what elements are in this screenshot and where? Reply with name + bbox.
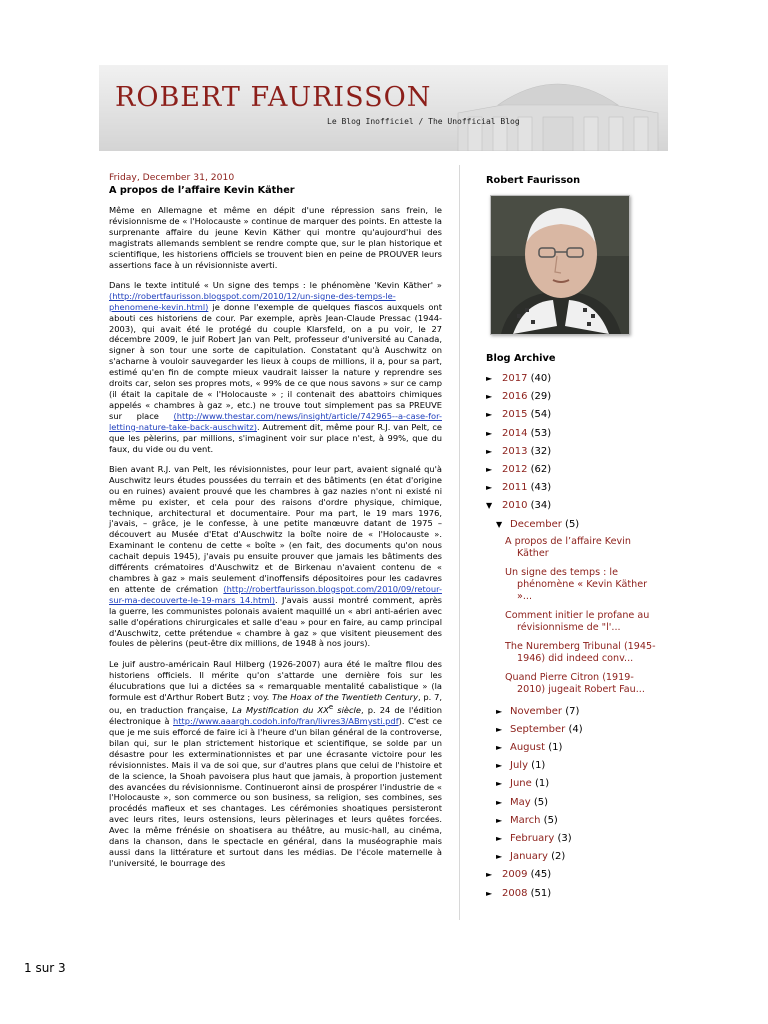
toggle-arrow-icon[interactable]: ► — [486, 464, 493, 474]
archive-year — [486, 461, 656, 479]
post-paragraph — [109, 280, 442, 455]
archive-month — [486, 516, 656, 534]
archive-month — [486, 721, 656, 739]
archive-post-link[interactable]: A propos de l’affaire Kevin Käther — [505, 535, 631, 559]
post-count: (32) — [530, 445, 552, 457]
archive-month — [486, 830, 656, 848]
post-body — [109, 205, 442, 869]
archive-heading: Blog Archive — [486, 353, 556, 364]
archive-link[interactable]: 2009 — [502, 869, 528, 881]
toggle-arrow-icon[interactable]: ▼ — [496, 519, 503, 529]
paragraph-text: , p. 7, ou, en traduction française, — [109, 691, 442, 716]
post-count: (5) — [543, 814, 558, 826]
post-count: (4) — [568, 723, 583, 735]
book-title: The Hoax of the Twentieth Century — [272, 691, 418, 702]
archive-year — [486, 885, 656, 903]
profile-photo[interactable] — [490, 195, 630, 335]
paragraph-text: . J'avais aussi montré comment, après la guerre, les communistes polonais avaient maquillé un « abri anti-aérien avec salle d'opérations chirurgicales et salle d'eau » pour en faire, au camp principal d'Auschwitz, cette prétendue « chambre à gaz » que visitent pieusement des foules de pèlerins (peut-être dix millions, de 1948 à nos jours). — [109, 594, 442, 649]
post-date: Friday, December 31, 2010 — [109, 172, 235, 183]
archive-link[interactable]: May — [510, 796, 531, 808]
post-column — [109, 172, 442, 878]
toggle-arrow-icon[interactable]: ► — [496, 852, 503, 862]
superscript: e — [328, 703, 334, 712]
toggle-arrow-icon[interactable]: ► — [496, 743, 503, 753]
post-count: (1) — [534, 778, 550, 790]
blog-title[interactable]: ROBERT FAURISSON — [115, 82, 432, 113]
post-count: (3) — [557, 833, 572, 844]
archive-month — [486, 703, 656, 721]
profile-heading: Robert Faurisson — [486, 175, 581, 186]
toggle-arrow-icon[interactable]: ► — [486, 410, 493, 420]
post-count: (45) — [530, 869, 552, 881]
paragraph-text: , p. 24 de l'édition électronique à — [109, 705, 442, 727]
archive-link[interactable]: 2012 — [502, 463, 528, 475]
archive-link[interactable]: June — [510, 778, 532, 790]
paragraph-text: . Autrement dit, même pour R.J. van Pelt, ce que les pèlerins, par millions, s'imaginent voir sur place n'est, à 99%, que du faux, du vide ou du vent. — [109, 421, 442, 454]
archive-link[interactable]: 2014 — [502, 427, 528, 439]
archive-list — [486, 370, 656, 903]
page-counter: 1 sur 3 — [24, 961, 66, 975]
archive-posts — [486, 536, 656, 696]
post-count: (62) — [530, 463, 552, 475]
archive-year — [486, 388, 656, 406]
column-divider — [459, 165, 460, 920]
archive-year — [486, 406, 656, 424]
toggle-arrow-icon[interactable]: ► — [496, 779, 503, 789]
archive-months — [486, 516, 656, 867]
post-link[interactable]: (http://robertfaurisson.blogspot.com/2010/12/un-signe-des-temps-le-phenomene-kevin.html) — [109, 290, 396, 312]
toggle-arrow-icon[interactable]: ► — [486, 428, 493, 438]
archive-year — [486, 443, 656, 461]
paragraph-text: ). C'est ce que je me suis efforcé de faire ici à l'heure d'un bilan général de la controverse, bilan qui, sur le plan strictement historique et scientifique, se solde par un désastre pour les exterminationnistes et par une écrasante victoire pour les révisionnistes. Mais il va de soi que, sur d'autres plans que celui de l'histoire et de la science, la Shoah pavoisera plus haut que jamais, à proportion justement des avancées du révisionnisme. Continueront ainsi de prospérer l'industrie de « l'Holocauste », son commerce ou son business, sa religion, ses combines, ses procédés mafieux et ses chantages. Les cérémonies shoatiques persisteront avec leurs rites, leurs ostensions, leurs pèlerinages et leurs quêtes forcées. Avec la même frénésie on shoatisera au théâtre, au music-hall, au cinéma, dans la chanson, dans le spectacle en général, dans la muséographie mais aussi dans la littérature et surtout dans les médias. De l'école maternelle à l'université, le bourrage des — [109, 716, 442, 868]
post-title[interactable]: A propos de l’affaire Kevin Käther — [109, 185, 295, 196]
post-count: (1) — [531, 760, 546, 772]
archive-month — [486, 812, 656, 830]
archive-month — [486, 794, 656, 812]
post-paragraph — [109, 464, 442, 649]
post-count: (5) — [565, 518, 580, 530]
portrait-image — [491, 196, 629, 334]
paragraph-text: Dans le texte intitulé « Un signe des temps : le phénomène 'Kevin Käther' » — [109, 279, 442, 290]
post-paragraph — [109, 659, 442, 869]
archive-month — [486, 739, 656, 757]
post-link[interactable]: http://www.aaargh.codoh.info/fran/livres3/ABmysti.pdf — [173, 716, 399, 727]
archive-year — [486, 497, 656, 515]
toggle-arrow-icon[interactable]: ► — [486, 374, 493, 383]
sidebar — [486, 175, 656, 903]
post-link[interactable]: (http://www.thestar.com/news/insight/article/742965--a-case-for-letting-nature-take-back-auschwitz) — [109, 410, 442, 432]
archive-link[interactable]: 2016 — [502, 391, 528, 403]
blog-header — [99, 65, 668, 151]
paragraph-text: Bien avant R.J. van Pelt, les révisionnistes, pour leur part, avaient signalé qu'à Auschwitz leurs études poussées du terrain et des bâtiments (en état d'origine ou en ruines) avaient prouvé que les chambres à gaz nazies n'ont ni existé ni même pu exister, et cela pour des raisons d'ordre physique, chimique, technique, architectural et documentaire. Pour ma part, le 19 mars 1976, j'avais, – grâce, je le confesse, à une petite manœuvre datant de 1975 – découvert au Musée d'Etat d'Auschwitz la boîte noire de « l'Holocauste ». Examinant le contenu de cette « boîte » (en fait, des documents qu'on nous cachait depuis 1945), j'avais pu ensuite prouver que jamais les bâtiments des différents crématoires d'Auschwitz et de Birkenau n'avaient contenu de « chambres à gaz » mais seulement d'inoffensifs dépositoires pour les cadavres en attente de crémation — [109, 463, 442, 594]
post-count: (40) — [530, 373, 552, 384]
archive-link[interactable]: December — [510, 518, 562, 530]
book-title: La Mystification du XX — [232, 705, 329, 716]
archive-post-link[interactable]: Quand Pierre Citron (1919-2010) jugeait Robert Fau... — [505, 671, 645, 695]
archive-link[interactable]: January — [510, 851, 548, 863]
archive-post-link[interactable]: Un signe des temps : le phénomène « Kevin Käther »... — [505, 566, 648, 602]
post-count: (5) — [533, 796, 549, 808]
book-title: siècle — [333, 705, 361, 716]
archive-year — [486, 425, 656, 443]
archive-link[interactable]: July — [510, 760, 528, 772]
archive-link[interactable]: 2015 — [502, 409, 528, 421]
archive-month — [486, 757, 656, 775]
post-count: (34) — [530, 500, 552, 512]
archive-year — [486, 479, 656, 497]
toggle-arrow-icon[interactable]: ► — [486, 483, 493, 493]
toggle-arrow-icon[interactable]: ▼ — [486, 501, 493, 511]
archive-link[interactable]: February — [510, 833, 555, 844]
archive-link[interactable]: November — [510, 705, 563, 717]
post-count: (53) — [530, 427, 552, 439]
toggle-arrow-icon[interactable]: ► — [486, 888, 493, 898]
archive-link[interactable]: 2008 — [502, 887, 528, 899]
archive-link[interactable]: 2011 — [502, 482, 528, 494]
post-paragraph — [109, 205, 442, 270]
post-count: (2) — [551, 851, 566, 863]
toggle-arrow-icon[interactable]: ► — [496, 761, 503, 771]
archive-link[interactable]: 2013 — [502, 445, 528, 457]
archive-month — [486, 848, 656, 866]
archive-link[interactable]: 2010 — [502, 500, 528, 512]
post-count: (1) — [548, 742, 563, 754]
toggle-arrow-icon[interactable]: ► — [496, 834, 503, 843]
archive-link[interactable]: August — [510, 742, 545, 754]
archive-post-link[interactable]: The Nuremberg Tribunal (1945-1946) did indeed conv... — [505, 640, 656, 664]
post-count: (29) — [530, 391, 552, 403]
toggle-arrow-icon[interactable]: ► — [486, 446, 493, 456]
archive-month — [486, 775, 656, 793]
toggle-arrow-icon[interactable]: ► — [496, 797, 503, 807]
toggle-arrow-icon[interactable]: ► — [496, 724, 503, 734]
toggle-arrow-icon[interactable]: ► — [486, 392, 493, 402]
post-count: (7) — [565, 705, 580, 717]
archive-post-link[interactable]: Comment initier le profane au révisionnisme de "l'... — [505, 609, 650, 633]
paragraph-text: Même en Allemagne et même en dépit d'une répression sans frein, le révisionnisme de « l'Holocauste » continue de marquer des points. En atteste la surprenante affaire du jeune Kevin Käther qui montre qu'aujourd'hui des magistrats allemands semblent se rendre compte que, sur le plan historique et scientifique, les historiens officiels se trouvent bien en peine de PROUVER leurs assertions face à un révisionniste averti. — [109, 205, 442, 270]
paragraph-text: Le juif austro-américain Raul Hilberg (1926-2007) aura été le maître filou des historiens officiels. Il mérite qu'on s'attarde une dernière fois sur les élucubrations que lui a dictées sa « remarquable mentalité cabalistique » (la formule est d'Arthur Robert Butz ; voy. — [109, 658, 442, 702]
toggle-arrow-icon[interactable]: ► — [486, 870, 493, 880]
archive-link[interactable]: 2017 — [502, 373, 528, 384]
archive-year — [486, 370, 656, 388]
archive-year — [486, 866, 656, 884]
toggle-arrow-icon[interactable]: ► — [496, 815, 503, 825]
archive-link[interactable]: March — [510, 814, 541, 826]
toggle-arrow-icon[interactable]: ► — [496, 706, 503, 716]
post-link[interactable]: (http://robertfaurisson.blogspot.com/2010/09/retour-sur-ma-decouverte-le-19-mars_14.html) — [109, 583, 442, 605]
post-count: (51) — [530, 887, 552, 899]
post-count: (43) — [530, 482, 552, 494]
post-count: (54) — [530, 409, 552, 421]
archive-link[interactable]: September — [510, 723, 566, 735]
paragraph-text: je donne l'exemple de quelques fiascos auxquels ont abouti ces historiens de cour. Par exemple, après Jean-Claude Pressac (1944-2003), qui avait été le protégé du couple Klarsfeld, on a pu voir, le 27 décembre 2009, le juif Robert Jan van Pelt, professeur d'université au Canada, signer à son tour une sorte de capitulation. Constatant qu'à Auschwitz on s'acharne à vouloir sauvegarder les lieux à coups de millions, il a, pour sa part, estimé qu'en fin de compte mieux vaudrait laisser la nature y reprendre ses droits car, selon ses propres mots, « 99% de ce que nous savons » sur ce camp (il était la capitale de « l'Holocauste » ; il contenait des abattoirs chimiques appelés « chambres à gaz », etc.) ne trouve tout simplement pas sa PREUVE sur place — [109, 301, 442, 421]
building-illustration — [438, 65, 668, 151]
blog-subtitle: Le Blog Inofficiel / The Unofficial Blog — [327, 117, 520, 126]
